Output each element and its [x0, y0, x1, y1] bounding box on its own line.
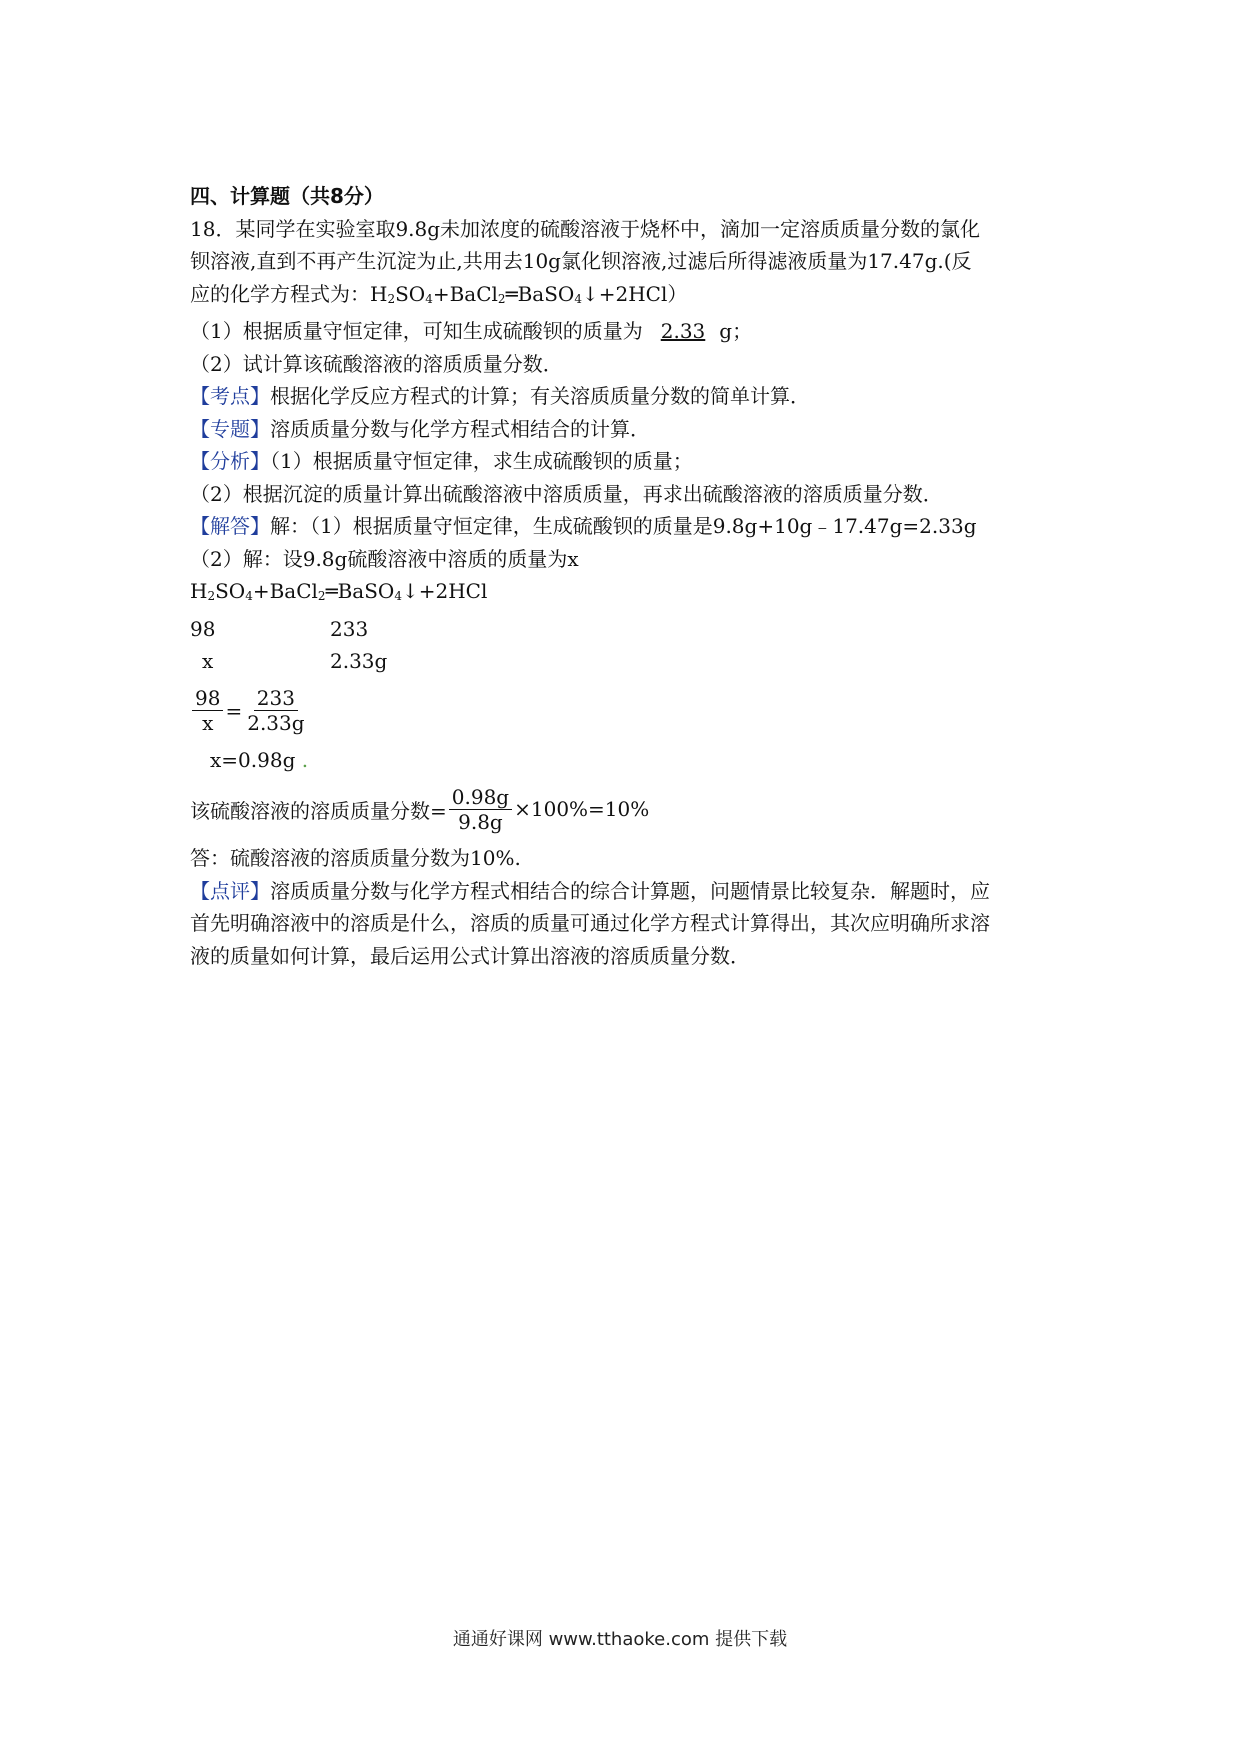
- zhuanti-line: [190, 413, 1070, 446]
- stray-mark: .: [301, 747, 309, 772]
- subscript: 4: [574, 291, 582, 306]
- question-line-1: 18．某同学在实验室取9.8g未加浓度的硫酸溶液于烧杯中，滴加一定溶质质量分数的氯化: [190, 216, 981, 241]
- question-line-3: [190, 278, 1070, 316]
- answer-line: 答：硫酸溶液的溶质质量分数为10%.: [190, 846, 521, 870]
- subscript: 2: [497, 291, 506, 306]
- equation-part: SO: [395, 281, 426, 306]
- kaodian-line: [190, 380, 1070, 413]
- percent-calculation: [190, 776, 1070, 842]
- x-result-text: x=0.98g: [210, 747, 296, 772]
- proportion: [190, 678, 1070, 744]
- dianping-tag: 【点评】: [190, 878, 270, 903]
- jieda-line: [190, 510, 1070, 543]
- denominator: 9.8g: [458, 809, 503, 834]
- dianping-line-3: 液的质量如何计算，最后运用公式计算出溶液的溶质质量分数．: [190, 943, 750, 968]
- fenxi-text-1: （1）根据质量守恒定律，求生成硫酸钡的质量；: [270, 449, 693, 473]
- fraction: [449, 785, 512, 834]
- kaodian-tag: 【考点】: [190, 384, 270, 408]
- chemical-equation: [190, 575, 1070, 613]
- percent-prefix: 该硫酸溶液的溶质质量分数=: [190, 798, 447, 823]
- jieda-text-1: 解：（1）根据质量守恒定律，生成硫酸钡的质量是9.8g+10g﹣17.47g=2.33g: [270, 514, 977, 538]
- dianping-text-1: 溶质质量分数与化学方程式相结合的综合计算题，问题情景比较复杂．解题时，应: [270, 878, 990, 903]
- subscript: 4: [245, 589, 253, 603]
- part-1-text: （1）根据质量守恒定律，可知生成硫酸钡的质量为: [190, 319, 643, 343]
- equation-intro: 应的化学方程式为：: [190, 281, 370, 306]
- footer-watermark: 通通好课网 www.tthaoke.com 提供下载: [452, 1629, 788, 1650]
- denominator: 2.33g: [247, 711, 305, 735]
- question-line-2: 钡溶液,直到不再产生沉淀为止,共用去10g氯化钡溶液,过滤后所得滤液质量为17.47g.(反: [190, 249, 972, 273]
- fenxi-tag: 【分析】: [190, 449, 270, 473]
- zhuanti-text: 溶质质量分数与化学方程式相结合的计算．: [270, 416, 650, 441]
- document-body: [190, 180, 1070, 972]
- answer-blank: 2.33: [660, 319, 706, 343]
- subscript: 4: [394, 589, 402, 603]
- mass-value: 2.33g: [330, 649, 388, 673]
- numerator: 233: [254, 686, 298, 711]
- equation-part: H: [190, 579, 208, 603]
- kaodian-text: 根据化学反应方程式的计算；有关溶质质量分数的简单计算．: [270, 384, 810, 408]
- percent-suffix: ×100%=10%: [514, 797, 650, 821]
- part-1-unit: g；: [719, 319, 753, 343]
- equation-part: +BaCl: [432, 281, 498, 306]
- question-part-1: [190, 315, 1070, 348]
- equation-part: ↓+2HCl）: [581, 281, 688, 306]
- subscript: 4: [425, 291, 433, 306]
- fraction: [244, 686, 307, 735]
- zhuanti-tag: 【专题】: [190, 416, 270, 441]
- subscript: 2: [207, 589, 216, 603]
- mass-row-1: [190, 613, 1070, 646]
- equation-part: H: [370, 281, 388, 306]
- numerator: 0.98g: [449, 785, 512, 810]
- equals-sign: =: [225, 698, 243, 723]
- mass-value: 98: [190, 616, 216, 641]
- denominator: x: [202, 711, 214, 735]
- fenxi-line: [190, 445, 1070, 478]
- mass-row-2: [190, 645, 1070, 678]
- question-part-2: （2）试计算该硫酸溶液的溶质质量分数．: [190, 351, 563, 376]
- x-result: [190, 744, 1070, 777]
- subscript: 2: [317, 589, 326, 603]
- equation-part: +BaCl: [252, 579, 318, 603]
- jieda-tag: 【解答】: [190, 514, 270, 538]
- equation-part: SO: [215, 579, 246, 603]
- dianping-line-2: 首先明确溶液中的溶质是什么，溶质的质量可通过化学方程式计算得出，其次应明确所求溶: [190, 911, 990, 935]
- fenxi-line-2: （2）根据沉淀的质量计算出硫酸溶液中溶质质量，再求出硫酸溶液的溶质质量分数．: [190, 481, 943, 506]
- equation-part: ═BaSO: [325, 579, 395, 603]
- equation-part: ═BaSO: [505, 281, 575, 306]
- section-title: 四、计算题（共8分）: [190, 184, 384, 208]
- equation-part: ↓+2HCl: [401, 579, 488, 603]
- jieda-line-2: （2）解：设9.8g硫酸溶液中溶质的质量为x: [190, 546, 579, 571]
- mass-value: x: [202, 649, 214, 673]
- numerator: 98: [192, 686, 223, 711]
- fraction: [192, 686, 223, 735]
- subscript: 2: [387, 291, 396, 306]
- mass-value: 233: [330, 616, 369, 641]
- dianping-line: [190, 875, 1070, 908]
